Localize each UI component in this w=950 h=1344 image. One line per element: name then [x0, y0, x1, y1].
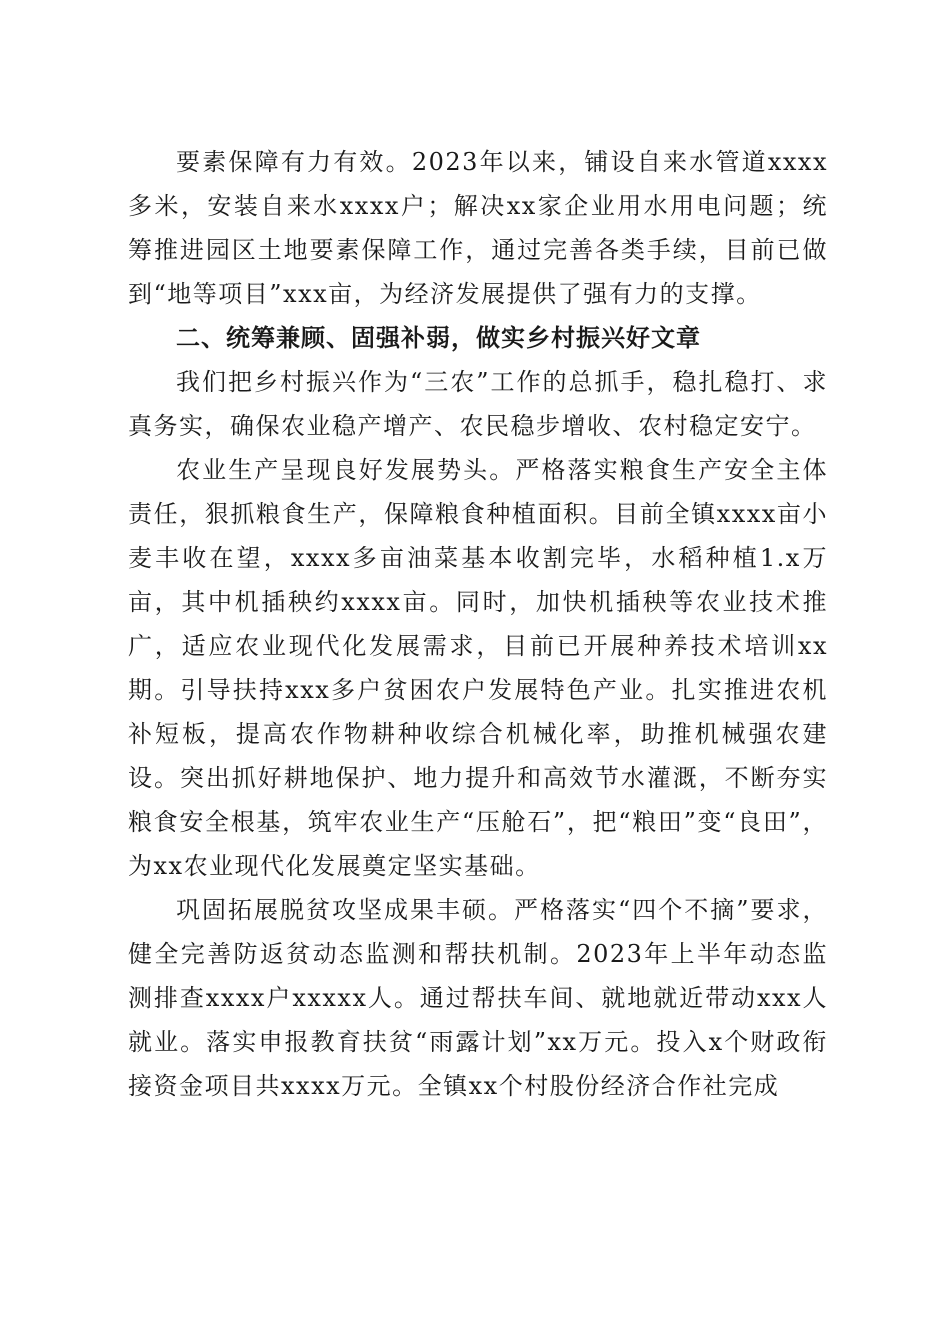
paragraph-agricultural-production: 农业生产呈现良好发展势头。严格落实粮食生产安全主体责任，狠抓粮食生产，保障粮食种植面积。目前全镇xxxx亩小麦丰收在望，xxxx多亩油菜基本收割完毕，水稻种植1.x万亩，其中机插秧约xxxx亩。同时，加快机插秧等农业技术推广，适应农业现代化发展需求，目前已开展种养技术培训xx期。引导扶持xxx多户贫困农户发展特色产业。扎实推进农机补短板，提高农作物耕种收综合机械化率，助推机械强农建设。突出抓好耕地保护、地力提升和高效节水灌溉，不断夯实粮食安全根基，筑牢农业生产“压舱石”，把“粮田”变“良田”，为xx农业现代化发展奠定坚实基础。	[128, 456, 828, 880]
paragraph-poverty-alleviation: 巩固拓展脱贫攻坚成果丰硕。严格落实“四个不摘”要求，健全完善防返贫动态监测和帮扶机制。2023年上半年动态监测排查xxxx户xxxxx人。通过帮扶车间、就地就近带动xxx人就业。落实申报教育扶贫“雨露计划”xx万元。投入x个财政衔接资金项目共xxxx万元。全镇xx个村股份经济合作社完成	[128, 896, 828, 1100]
paragraph-rural-revitalization-intro: 我们把乡村振兴作为“三农”工作的总抓手，稳扎稳打、求真务实，确保农业稳产增产、农民稳步增收、农村稳定安宁。	[128, 368, 828, 440]
document-body	[128, 140, 828, 1108]
paragraph-element-guarantee: 要素保障有力有效。2023年以来，铺设自来水管道xxxx多米，安装自来水xxxx户；解决xx家企业用水用电问题；统筹推进园区土地要素保障工作，通过完善各类手续，目前已做到“地等项目”xxx亩，为经济发展提供了强有力的支撑。	[128, 148, 828, 308]
section-heading-rural-revitalization: 二、统筹兼顾、固强补弱，做实乡村振兴好文章	[176, 324, 701, 352]
